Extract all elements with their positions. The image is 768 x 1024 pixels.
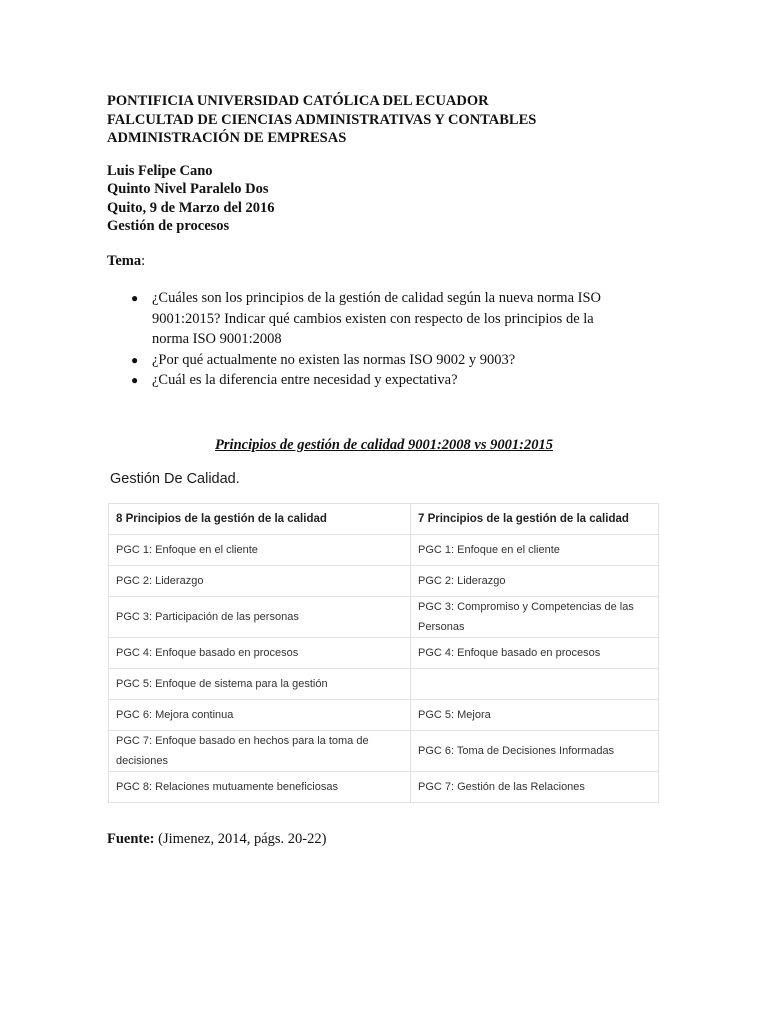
section-title xyxy=(0,437,768,454)
table-cell: PGC 2: Liderazgo xyxy=(411,566,659,597)
column-header-2015: 7 Principios de la gestión de la calidad xyxy=(411,504,659,535)
institution-header xyxy=(107,92,536,148)
table-row xyxy=(109,597,659,638)
table-cell: PGC 7: Gestión de las Relaciones xyxy=(411,772,659,803)
table-cell: PGC 6: Mejora continua xyxy=(109,700,411,731)
bullet-icon: ● xyxy=(131,291,139,305)
table-cell: PGC 1: Enfoque en el cliente xyxy=(109,535,411,566)
table-row xyxy=(109,638,659,669)
university-name: PONTIFICIA UNIVERSIDAD CATÓLICA DEL ECUADOR xyxy=(107,93,489,109)
list-item xyxy=(131,288,631,350)
subject-name: Gestión de procesos xyxy=(107,217,230,234)
table-cell: PGC 5: Enfoque de sistema para la gestión xyxy=(109,669,411,700)
question-text: ¿Por qué actualmente no existen las normas ISO 9002 y 9003? xyxy=(152,351,516,368)
table-row xyxy=(109,700,659,731)
table-cell: PGC 4: Enfoque basado en procesos xyxy=(411,638,659,669)
table-cell: PGC 2: Liderazgo xyxy=(109,566,411,597)
table-cell: PGC 1: Enfoque en el cliente xyxy=(411,535,659,566)
tema-label: Tema xyxy=(107,253,142,269)
place-date: Quito, 9 de Marzo del 2016 xyxy=(107,199,275,216)
faculty-name: FALCULTAD DE CIENCIAS ADMINISTRATIVAS Y CONTABLES xyxy=(107,111,537,128)
bullet-icon: ● xyxy=(131,373,139,387)
author-name: Luis Felipe Cano xyxy=(107,163,213,179)
source-label: Fuente: xyxy=(107,831,155,847)
table-cell: PGC 4: Enfoque basado en procesos xyxy=(109,638,411,669)
table-row xyxy=(109,669,659,700)
table-row xyxy=(109,772,659,803)
table-cell: PGC 3: Participación de las personas xyxy=(109,597,411,638)
table-row xyxy=(109,535,659,566)
quality-heading: Gestión De Calidad. xyxy=(110,471,240,487)
course-level: Quinto Nivel Paralelo Dos xyxy=(107,181,269,198)
table-cell xyxy=(411,669,659,700)
question-text: ¿Cuáles son los principios de la gestión de calidad según la nueva norma ISO 9001:2015? Indicar qué cambios existen con respecto de los principios de la norma ISO 9001:2008 xyxy=(152,290,601,347)
list-item xyxy=(131,350,631,371)
question-list xyxy=(131,288,631,391)
author-info xyxy=(107,162,275,235)
source-citation xyxy=(107,831,326,848)
table-cell: PGC 8: Relaciones mutuamente beneficiosas xyxy=(109,772,411,803)
list-item xyxy=(131,370,631,391)
source-text: (Jimenez, 2014, págs. 20-22) xyxy=(154,831,327,847)
tema-colon: : xyxy=(141,253,146,269)
table-cell: PGC 3: Compromiso y Competencias de las Personas xyxy=(411,597,659,638)
table-header-row xyxy=(109,504,659,535)
table-cell: PGC 6: Toma de Decisiones Informadas xyxy=(411,731,659,772)
section-title-text: Principios de gestión de calidad 9001:2008 vs 9001:2015 xyxy=(215,437,553,453)
table-row xyxy=(109,731,659,772)
tema-line xyxy=(107,252,145,270)
table-cell: PGC 7: Enfoque basado en hechos para la toma de decisiones xyxy=(109,731,411,772)
school-name: ADMINISTRACIÓN DE EMPRESAS xyxy=(107,130,347,146)
principles-table xyxy=(108,503,659,803)
column-header-2008: 8 Principios de la gestión de la calidad xyxy=(109,504,411,535)
question-text: ¿Cuál es la diferencia entre necesidad y expectativa? xyxy=(152,372,458,388)
table-row xyxy=(109,566,659,597)
table-cell: PGC 5: Mejora xyxy=(411,700,659,731)
bullet-icon: ● xyxy=(131,352,139,367)
